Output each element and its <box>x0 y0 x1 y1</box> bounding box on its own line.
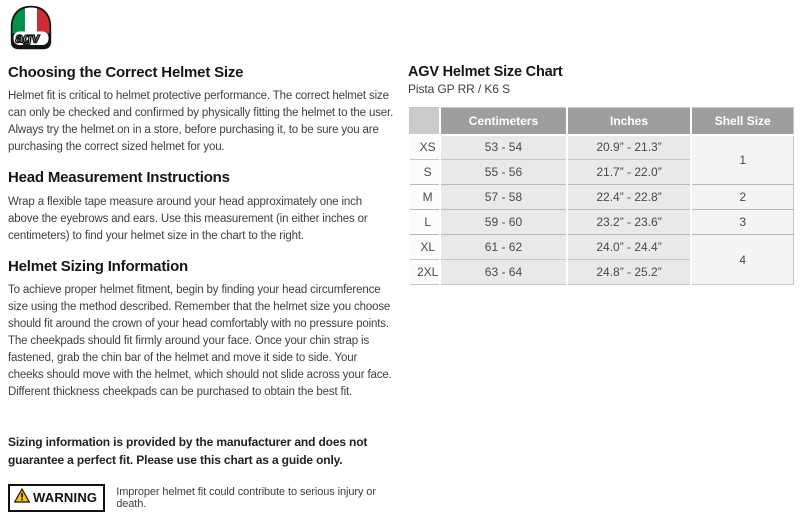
size-chart-corner-cell <box>409 108 440 135</box>
table-row-l <box>409 210 794 235</box>
inches-value: 22.4” - 22.8” <box>567 185 692 210</box>
cm-value: 59 - 60 <box>440 210 566 235</box>
inches-value: 21.7” - 22.0” <box>567 160 692 185</box>
inches-value: 24.0” - 24.4” <box>567 235 692 260</box>
section-heading-head-measurement: Head Measurement Instructions <box>8 169 230 187</box>
column-header-inches: Inches <box>567 108 692 135</box>
column-header-shell-size: Shell Size <box>691 108 793 135</box>
section-heading-choosing-size: Choosing the Correct Helmet Size <box>8 64 244 81</box>
cm-value: 63 - 64 <box>440 260 566 285</box>
cm-value: 55 - 56 <box>440 160 566 185</box>
shell-size-value: 3 <box>691 210 793 235</box>
section-heading-sizing-information: Helmet Sizing Information <box>8 257 189 275</box>
inches-value: 23.2” - 23.6” <box>567 210 692 235</box>
table-row-xs <box>409 135 794 160</box>
size-label: M <box>409 185 440 210</box>
warning-box <box>8 484 105 512</box>
shell-size-value: 2 <box>691 185 793 210</box>
cm-value: 61 - 62 <box>440 235 566 260</box>
table-row-m <box>409 185 794 210</box>
warning-text: Improper helmet fit could contribute to serious injury or death. <box>116 485 376 510</box>
size-chart-header-row <box>409 108 794 135</box>
section-body-choosing-size: Helmet fit is critical to helmet protective performance. The correct helmet size can only be checked and confirmed by physically fitting the helmet to the user. Always try the helmet on in a store, before purchasing it, to be sure you are purchasing the correct sized helmet for you. <box>8 90 394 154</box>
size-chart-column <box>398 54 792 512</box>
size-chart-table <box>408 107 794 285</box>
size-label: XL <box>409 235 440 260</box>
size-label: XS <box>409 135 440 160</box>
section-body-head-measurement: Wrap a flexible tape measure around your head approximately one inch above the eyebrows and ears. Use this measurement (in either inches or centimeters) to find your helmet size in the chart to the right. <box>8 195 368 242</box>
table-row-xl <box>409 235 794 260</box>
inches-value: 20.9” - 21.3” <box>567 135 692 160</box>
size-chart-subtitle: Pista GP RR / K6 S <box>408 82 511 96</box>
size-label: S <box>409 160 440 185</box>
content-columns <box>0 54 800 512</box>
agv-helmet-logo-icon <box>8 5 54 50</box>
cm-value: 53 - 54 <box>440 135 566 160</box>
shell-size-value: 1 <box>691 135 793 185</box>
size-label: 2XL <box>409 260 440 285</box>
column-header-centimeters: Centimeters <box>440 108 566 135</box>
shell-size-value: 4 <box>691 235 793 285</box>
sizing-info-column <box>0 54 398 512</box>
cm-value: 57 - 58 <box>440 185 566 210</box>
warning-triangle-icon <box>14 488 30 508</box>
warning-row <box>8 484 398 512</box>
section-body-sizing-information: To achieve proper helmet fitment, begin by finding your head circumference size using the method described. Remember that the helmet size you choose should fit around the crown of your head comfortably with no pressure points. The cheekpads should fit firmly around your face. Once your chin strap is fastened, grab the chin bar of the helmet and move it side to side. Your cheeks should move with the helmet, which should not slide across your face. Different thickness cheekpads can be purchased to obtain the best fit. <box>8 283 392 398</box>
agv-logo <box>8 5 54 50</box>
warning-label: WARNING <box>33 490 98 506</box>
inches-value: 24.8” - 25.2” <box>567 260 692 285</box>
size-label: L <box>409 210 440 235</box>
size-chart-title: AGV Helmet Size Chart <box>408 64 563 80</box>
sizing-disclaimer: Sizing information is provided by the manufacturer and does not guarantee a perfect fit. Please use this chart as a guide only. <box>8 434 368 467</box>
agv-wordmark: agv <box>14 29 41 46</box>
